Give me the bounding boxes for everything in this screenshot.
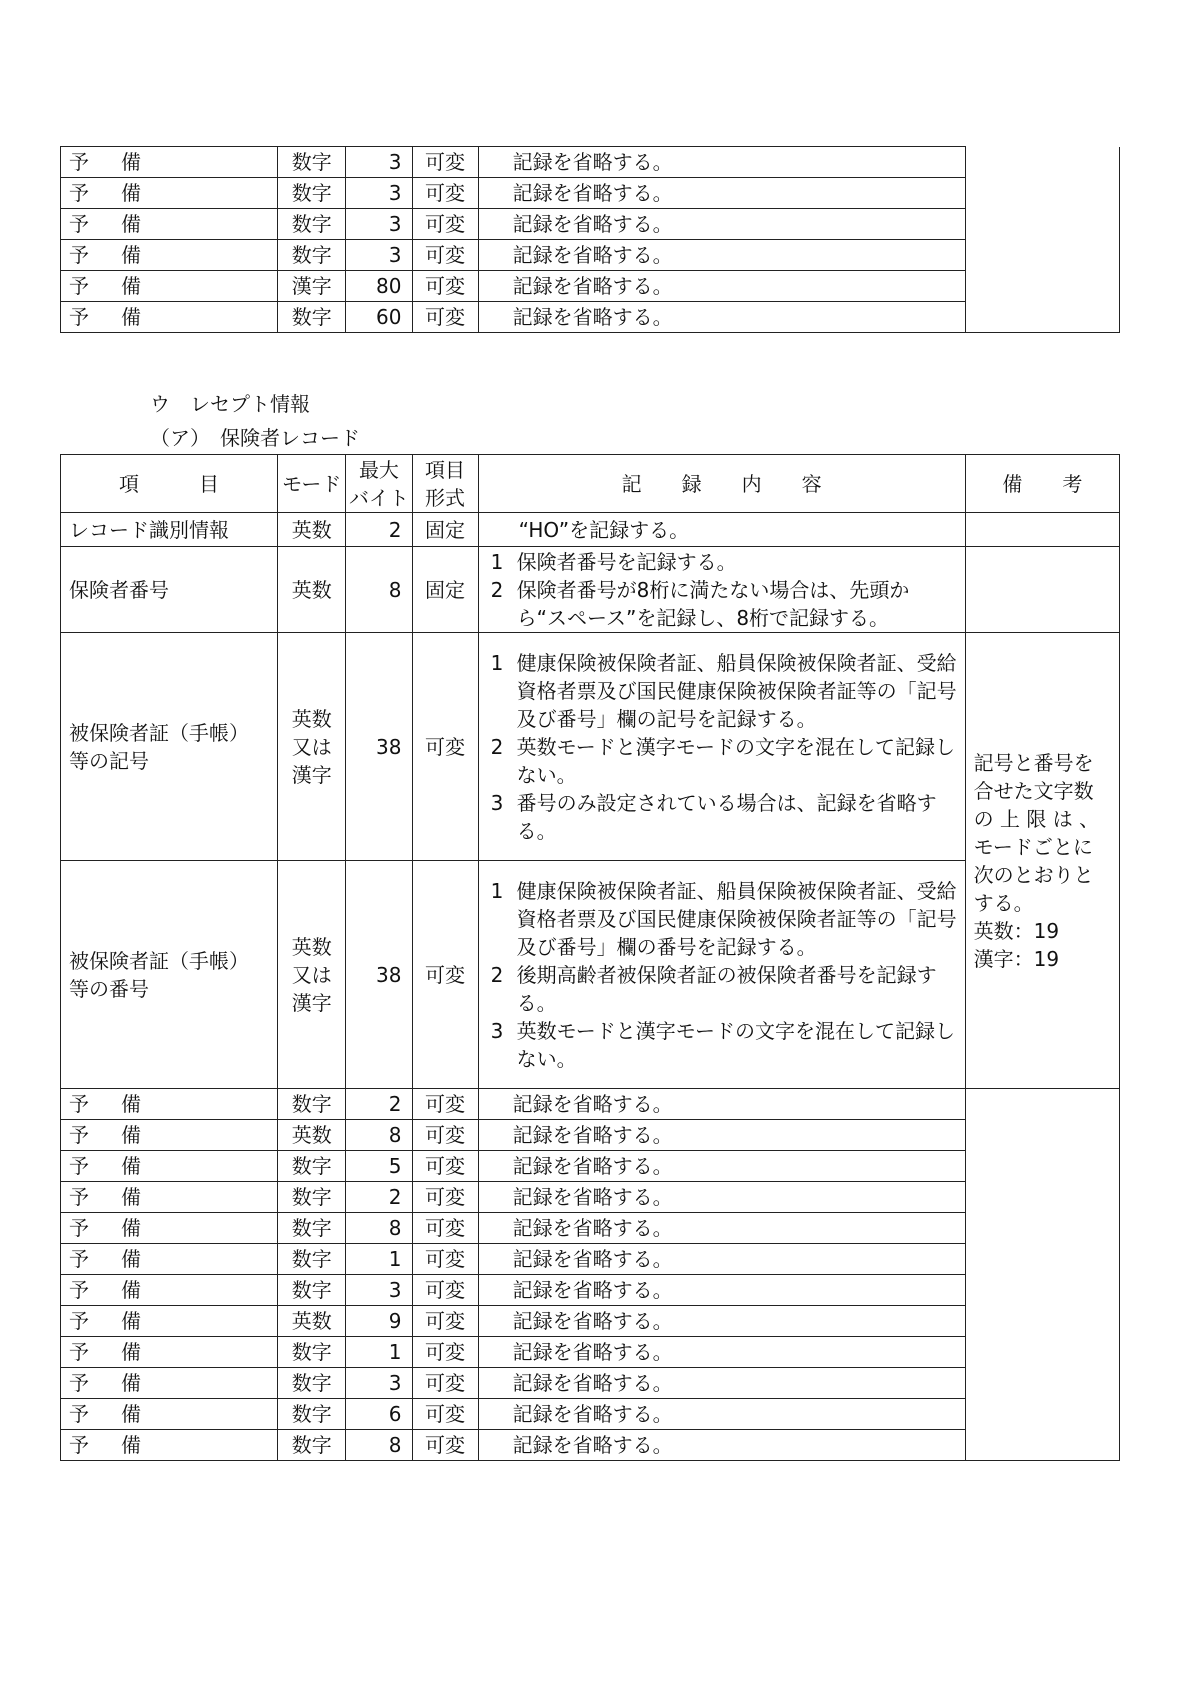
table-row bbox=[61, 547, 1120, 633]
item-char: 備 bbox=[121, 305, 141, 329]
item-char: 備 bbox=[121, 150, 141, 174]
item-cell bbox=[61, 209, 278, 240]
item-char: 予 bbox=[69, 1247, 89, 1271]
format-cell: 可変 bbox=[412, 1275, 478, 1306]
top-record-table bbox=[60, 146, 1120, 333]
format-cell: 可変 bbox=[412, 1399, 478, 1430]
item-char: 予 bbox=[69, 1371, 89, 1395]
table-row bbox=[61, 861, 1120, 1089]
desc-cell bbox=[478, 861, 965, 1089]
note-line: 次のとおりと bbox=[973, 862, 1094, 887]
item-line: 等の記号 bbox=[69, 748, 149, 773]
item-char: 備 bbox=[121, 1154, 141, 1178]
table-row bbox=[61, 1151, 1120, 1182]
format-cell: 可変 bbox=[412, 178, 478, 209]
mode-cell: 数字 bbox=[278, 1399, 346, 1430]
item-char: 備 bbox=[121, 1402, 141, 1426]
table-row bbox=[61, 1430, 1120, 1461]
mode-line: 漢字 bbox=[291, 762, 332, 787]
bytes-cell: 1 bbox=[346, 1244, 412, 1275]
mode-cell: 数字 bbox=[278, 178, 346, 209]
note-cell bbox=[965, 547, 1119, 633]
mode-cell bbox=[278, 633, 346, 861]
mode-line: 又は bbox=[291, 734, 332, 759]
format-cell: 可変 bbox=[412, 1089, 478, 1120]
format-cell: 固定 bbox=[412, 513, 478, 547]
table-row bbox=[61, 513, 1120, 547]
bytes-cell: 6 bbox=[346, 1399, 412, 1430]
item-cell bbox=[61, 271, 278, 302]
header-desc: 記 録 内 容 bbox=[478, 455, 965, 513]
format-cell: 可変 bbox=[412, 1120, 478, 1151]
bytes-cell: 3 bbox=[346, 1368, 412, 1399]
desc-item: 3 番号のみ設定されている場合は、記録を省略する。 bbox=[490, 790, 937, 843]
desc-item: 1 保険者番号を記録する。 bbox=[490, 549, 737, 574]
mode-cell bbox=[278, 861, 346, 1089]
bytes-cell: 1 bbox=[346, 1337, 412, 1368]
item-char: 備 bbox=[121, 1216, 141, 1240]
section-title: ウ レセプト情報 bbox=[150, 392, 310, 416]
insurer-record-table bbox=[60, 454, 1120, 1461]
item-cell bbox=[61, 1368, 278, 1399]
item-char: 予 bbox=[69, 243, 89, 267]
mode-cell: 数字 bbox=[278, 1089, 346, 1120]
bytes-cell: 2 bbox=[346, 1089, 412, 1120]
table-row bbox=[61, 1213, 1120, 1244]
item-char: 備 bbox=[121, 1371, 141, 1395]
desc-item: 3 英数モードと漢字モードの文字を混在して記録しない。 bbox=[490, 1018, 956, 1071]
mode-cell: 数字 bbox=[278, 302, 346, 333]
desc-cell: 記録を省略する。 bbox=[478, 302, 965, 333]
item-cell bbox=[61, 1120, 278, 1151]
bytes-cell: 3 bbox=[346, 209, 412, 240]
mode-cell: 英数 bbox=[278, 1120, 346, 1151]
item-cell bbox=[61, 1337, 278, 1368]
header-format bbox=[412, 455, 478, 513]
section-subtitle: （ア） 保険者レコード bbox=[150, 426, 360, 450]
note-cell bbox=[965, 147, 1119, 333]
header-bytes-line1: 最大 bbox=[358, 457, 399, 482]
bytes-cell: 9 bbox=[346, 1306, 412, 1337]
format-cell: 可変 bbox=[412, 1151, 478, 1182]
mode-cell: 英数 bbox=[278, 1306, 346, 1337]
format-cell: 固定 bbox=[412, 547, 478, 633]
format-cell: 可変 bbox=[412, 1337, 478, 1368]
desc-cell: 記録を省略する。 bbox=[478, 240, 965, 271]
header-format-line1: 項目 bbox=[425, 457, 466, 482]
table-row bbox=[61, 147, 1120, 178]
desc-cell: 記録を省略する。 bbox=[478, 1151, 965, 1182]
bytes-cell: 3 bbox=[346, 147, 412, 178]
mode-line: 英数 bbox=[291, 934, 332, 959]
item-cell bbox=[61, 1430, 278, 1461]
item-cell bbox=[61, 1306, 278, 1337]
note-cell bbox=[965, 513, 1119, 547]
format-cell: 可変 bbox=[412, 240, 478, 271]
mode-line: 英数 bbox=[291, 706, 332, 731]
item-cell bbox=[61, 302, 278, 333]
table-row bbox=[61, 302, 1120, 333]
mode-cell: 数字 bbox=[278, 1368, 346, 1399]
item-char: 備 bbox=[121, 181, 141, 205]
desc-cell: 記録を省略する。 bbox=[478, 1306, 965, 1337]
table-row bbox=[61, 1337, 1120, 1368]
item-cell bbox=[61, 240, 278, 271]
item-char: 予 bbox=[69, 1092, 89, 1116]
bytes-cell: 38 bbox=[346, 633, 412, 861]
item-char: 予 bbox=[69, 1154, 89, 1178]
item-cell bbox=[61, 147, 278, 178]
note-line: 英数：19 bbox=[973, 918, 1060, 943]
item-char: 備 bbox=[121, 1433, 141, 1457]
item-char: 備 bbox=[121, 1247, 141, 1271]
desc-cell: 記録を省略する。 bbox=[478, 1182, 965, 1213]
item-char: 予 bbox=[69, 1216, 89, 1240]
desc-item: 2 保険者番号が8桁に満たない場合は、先頭から“スペース”を記録し、8桁で記録する。 bbox=[490, 577, 910, 630]
table-row bbox=[61, 633, 1120, 861]
item-char: 備 bbox=[121, 243, 141, 267]
mode-cell: 漢字 bbox=[278, 271, 346, 302]
item-char: 予 bbox=[69, 1340, 89, 1364]
mode-cell: 英数 bbox=[278, 547, 346, 633]
desc-item: 1 健康保険被保険者証、船員保険被保険者証、受給資格者票及び国民健康保険被保険者証等の「記号及び番号」欄の記号を記録する。 bbox=[490, 650, 957, 731]
item-char: 備 bbox=[121, 274, 141, 298]
format-cell: 可変 bbox=[412, 271, 478, 302]
bytes-cell: 3 bbox=[346, 240, 412, 271]
item-cell bbox=[61, 1182, 278, 1213]
format-cell: 可変 bbox=[412, 1182, 478, 1213]
mode-cell: 数字 bbox=[278, 1213, 346, 1244]
header-bytes-line2: バイト bbox=[348, 485, 409, 510]
note-line: モードごとに bbox=[973, 834, 1093, 859]
table-row bbox=[61, 1306, 1120, 1337]
note-line: の 上 限 は 、 bbox=[973, 806, 1100, 831]
desc-cell: 記録を省略する。 bbox=[478, 147, 965, 178]
desc-cell: 記録を省略する。 bbox=[478, 1089, 965, 1120]
bytes-cell: 2 bbox=[346, 1182, 412, 1213]
table-row bbox=[61, 1399, 1120, 1430]
note-line: 漢字：19 bbox=[973, 946, 1060, 971]
item-char: 予 bbox=[69, 1402, 89, 1426]
table-row bbox=[61, 1368, 1120, 1399]
item-line: 等の番号 bbox=[69, 976, 149, 1001]
mode-cell: 数字 bbox=[278, 209, 346, 240]
bytes-cell: 8 bbox=[346, 1213, 412, 1244]
desc-cell: 記録を省略する。 bbox=[478, 1244, 965, 1275]
item-char: 予 bbox=[69, 181, 89, 205]
item-char: 備 bbox=[121, 1340, 141, 1364]
desc-cell: 記録を省略する。 bbox=[478, 1399, 965, 1430]
desc-cell: 記録を省略する。 bbox=[478, 209, 965, 240]
bytes-cell: 38 bbox=[346, 861, 412, 1089]
note-cell bbox=[965, 1089, 1119, 1461]
desc-item: 2 英数モードと漢字モードの文字を混在して記録しない。 bbox=[490, 734, 956, 787]
desc-cell: 記録を省略する。 bbox=[478, 178, 965, 209]
note-line: 合せた文字数 bbox=[973, 778, 1094, 803]
mode-cell: 数字 bbox=[278, 1337, 346, 1368]
table-row bbox=[61, 1120, 1120, 1151]
header-bytes bbox=[346, 455, 412, 513]
desc-cell: 記録を省略する。 bbox=[478, 1430, 965, 1461]
bytes-cell: 5 bbox=[346, 1151, 412, 1182]
header-format-line2: 形式 bbox=[425, 485, 466, 510]
item-cell bbox=[61, 1399, 278, 1430]
bytes-cell: 2 bbox=[346, 513, 412, 547]
format-cell: 可変 bbox=[412, 302, 478, 333]
format-cell: 可変 bbox=[412, 1430, 478, 1461]
desc-cell bbox=[478, 547, 965, 633]
mode-line: 漢字 bbox=[291, 990, 332, 1015]
note-line: する。 bbox=[973, 890, 1034, 915]
table-row bbox=[61, 1182, 1120, 1213]
item-char: 予 bbox=[69, 305, 89, 329]
desc-cell: 記録を省略する。 bbox=[478, 1337, 965, 1368]
format-cell: 可変 bbox=[412, 633, 478, 861]
bytes-cell: 8 bbox=[346, 1430, 412, 1461]
desc-item: 1 健康保険被保険者証、船員保険被保険者証、受給資格者票及び国民健康保険被保険者証等の「記号及び番号」欄の番号を記録する。 bbox=[490, 878, 957, 959]
format-cell: 可変 bbox=[412, 861, 478, 1089]
desc-item: 2 後期高齢者被保険者証の被保険者番号を記録する。 bbox=[490, 962, 937, 1015]
table-row bbox=[61, 240, 1120, 271]
bytes-cell: 60 bbox=[346, 302, 412, 333]
mode-cell: 数字 bbox=[278, 240, 346, 271]
header-note: 備 考 bbox=[965, 455, 1119, 513]
mode-line: 又は bbox=[291, 962, 332, 987]
desc-cell: 記録を省略する。 bbox=[478, 1275, 965, 1306]
bytes-cell: 3 bbox=[346, 1275, 412, 1306]
format-cell: 可変 bbox=[412, 147, 478, 178]
item-char: 予 bbox=[69, 212, 89, 236]
item-char: 予 bbox=[69, 150, 89, 174]
bytes-cell: 80 bbox=[346, 271, 412, 302]
item-cell bbox=[61, 633, 278, 861]
desc-cell: 記録を省略する。 bbox=[478, 271, 965, 302]
table-row bbox=[61, 178, 1120, 209]
note-merged-cell bbox=[965, 633, 1119, 1089]
bytes-cell: 8 bbox=[346, 547, 412, 633]
item-char: 予 bbox=[69, 1309, 89, 1333]
desc-cell: 記録を省略する。 bbox=[478, 1120, 965, 1151]
item-cell: レコード識別情報 bbox=[61, 513, 278, 547]
item-char: 備 bbox=[121, 1123, 141, 1147]
format-cell: 可変 bbox=[412, 1368, 478, 1399]
table-row bbox=[61, 1244, 1120, 1275]
mode-cell: 数字 bbox=[278, 1244, 346, 1275]
table-row bbox=[61, 1275, 1120, 1306]
item-cell bbox=[61, 1213, 278, 1244]
item-cell bbox=[61, 1151, 278, 1182]
item-cell: 保険者番号 bbox=[61, 547, 278, 633]
mode-cell: 数字 bbox=[278, 1275, 346, 1306]
desc-cell: “HO”を記録する。 bbox=[478, 513, 965, 547]
table-row bbox=[61, 271, 1120, 302]
item-char: 備 bbox=[121, 1309, 141, 1333]
item-cell bbox=[61, 861, 278, 1089]
bytes-cell: 8 bbox=[346, 1120, 412, 1151]
table-row bbox=[61, 209, 1120, 240]
item-cell bbox=[61, 1089, 278, 1120]
header-item: 項 目 bbox=[61, 455, 278, 513]
header-mode: モード bbox=[278, 455, 346, 513]
bytes-cell: 3 bbox=[346, 178, 412, 209]
mode-cell: 数字 bbox=[278, 1430, 346, 1461]
item-line: 被保険者証（手帳） bbox=[69, 948, 249, 973]
item-char: 備 bbox=[121, 1185, 141, 1209]
table-row bbox=[61, 1089, 1120, 1120]
format-cell: 可変 bbox=[412, 1244, 478, 1275]
format-cell: 可変 bbox=[412, 209, 478, 240]
format-cell: 可変 bbox=[412, 1306, 478, 1337]
desc-cell: 記録を省略する。 bbox=[478, 1213, 965, 1244]
desc-cell bbox=[478, 633, 965, 861]
item-cell bbox=[61, 1275, 278, 1306]
item-char: 備 bbox=[121, 1278, 141, 1302]
mode-cell: 英数 bbox=[278, 513, 346, 547]
item-cell bbox=[61, 178, 278, 209]
format-cell: 可変 bbox=[412, 1213, 478, 1244]
mode-cell: 数字 bbox=[278, 1151, 346, 1182]
item-char: 備 bbox=[121, 1092, 141, 1116]
mode-cell: 数字 bbox=[278, 147, 346, 178]
desc-cell: 記録を省略する。 bbox=[478, 1368, 965, 1399]
table-header-row bbox=[61, 455, 1120, 513]
mode-cell: 数字 bbox=[278, 1182, 346, 1213]
item-char: 予 bbox=[69, 1123, 89, 1147]
item-char: 予 bbox=[69, 1185, 89, 1209]
item-char: 備 bbox=[121, 212, 141, 236]
item-line: 被保険者証（手帳） bbox=[69, 720, 249, 745]
item-char: 予 bbox=[69, 1278, 89, 1302]
note-line: 記号と番号を bbox=[973, 750, 1094, 775]
item-char: 予 bbox=[69, 274, 89, 298]
item-char: 予 bbox=[69, 1433, 89, 1457]
item-cell bbox=[61, 1244, 278, 1275]
